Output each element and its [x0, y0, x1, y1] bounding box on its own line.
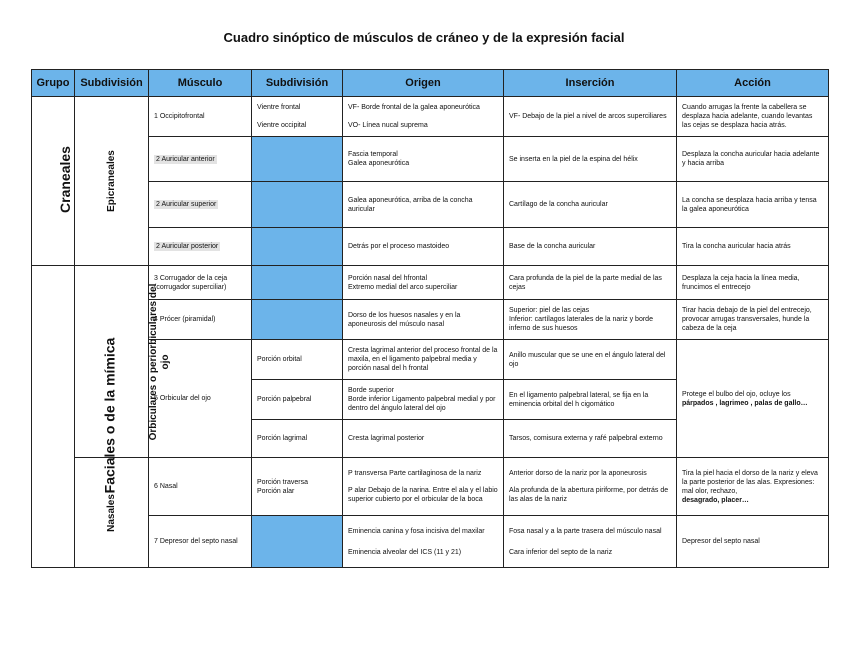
header-origen: Origen	[343, 70, 504, 97]
origin-cell	[343, 137, 504, 182]
insertion-text: Fosa nasal y a la parte trasera del músculo nasal	[509, 527, 662, 535]
origin-text: Eminencia canina y fosa incisiva del maxilar	[348, 527, 485, 535]
origin-cell	[343, 458, 504, 516]
origin-cell	[343, 97, 504, 137]
origin-text: VF- Borde frontal de la galea aponeurótica	[348, 104, 480, 111]
table-row	[32, 137, 829, 182]
action-cell: Desplaza la concha auricular hacia adelante y hacia arriba	[677, 137, 829, 182]
action-cell: Tira la concha auricular hacia atrás	[677, 228, 829, 266]
table-row	[32, 266, 829, 300]
origin-text: Eminencia alveolar del ICS (11 y 21)	[348, 548, 462, 556]
empty-subdivision	[252, 516, 343, 568]
origin-text: Extremo medial del arco superciliar	[348, 283, 458, 291]
action-cell: Depresor del septo nasal	[677, 516, 829, 568]
insertion-cell	[504, 458, 677, 516]
muscle-name: 2 Auricular posterior	[149, 228, 252, 266]
origin-cell: Dorso de los huesos nasales y en la aponeurosis del músculo nasal	[343, 300, 504, 340]
action-cell: La concha se desplaza hacia arriba y tensa la galea aponeurótica	[677, 182, 829, 228]
sub-item: Porción traversa	[257, 478, 308, 486]
muscle-name: 7 Depresor del septo nasal	[149, 516, 252, 568]
insertion-text: Superior: piel de las cejas	[509, 307, 590, 314]
origin-text: Galea aponeurótica	[348, 160, 410, 167]
header-row	[32, 70, 829, 97]
muscle-name: 1 Occipitofrontal	[149, 97, 252, 137]
muscle-subdivision: Porción lagrimal	[252, 420, 343, 458]
muscle-name: 6 Nasal	[149, 458, 252, 516]
muscle-name: 2 Auricular superior	[149, 182, 252, 228]
sub-item: Vientre frontal	[257, 104, 301, 111]
insertion-cell: Base de la concha auricular	[504, 228, 677, 266]
muscle-name: 2 Auricular anterior	[149, 137, 252, 182]
origin-text: VO- Línea nucal suprema	[348, 122, 428, 129]
action-cell: Tirar hacia debajo de la piel del entrecejo, provocar arrugas transversales, hunde la cabeza de la ceja	[677, 300, 829, 340]
page-title: Cuadro sinóptico de músculos de cráneo y de la expresión facial	[223, 30, 625, 45]
muscle-name: 4 Prócer (piramidal)	[149, 300, 252, 340]
origin-cell: Detrás por el proceso mastoideo	[343, 228, 504, 266]
origin-text: P alar Debajo de la narina. Entre el ala y el labio superior cubierto por el orbicular de la boca	[348, 487, 498, 503]
action-text: Tira la piel hacia el dorso de la nariz y eleva la parte posterior de las alas. Expresiones: mal olor, rechazo,	[682, 469, 818, 495]
empty-subdivision	[252, 137, 343, 182]
origin-text: P transversa Parte cartilaginosa de la nariz	[348, 470, 482, 477]
muscle-name: 3 Corrugador de la ceja (corrugador superciliar)	[149, 266, 252, 300]
muscle-name: 5 Orbicular del ojo	[149, 340, 252, 458]
table-row	[32, 516, 829, 568]
insertion-cell: Cara profunda de la piel de la parte medial de las cejas	[504, 266, 677, 300]
insertion-cell: En el ligamento palpebral lateral, se fija en la eminencia orbital del h cigomático	[504, 380, 677, 420]
muscle-subdivision	[252, 458, 343, 516]
subdivision-orbiculares: Orbiculares o periorbiculares del ojo	[75, 266, 149, 458]
insertion-cell: VF- Debajo de la piel a nivel de arcos superciliares	[504, 97, 677, 137]
synoptic-table	[31, 69, 829, 568]
action-text: párpados , lagrimeo , palas de gallo…	[682, 399, 808, 407]
empty-subdivision	[252, 228, 343, 266]
action-cell	[677, 340, 829, 458]
table-row	[32, 182, 829, 228]
origin-cell	[343, 380, 504, 420]
subdivision-epicraneales: Epicraneales	[75, 97, 149, 266]
origin-cell: Galea aponeurótica, arriba de la concha auricular	[343, 182, 504, 228]
origin-text: Borde inferior Ligamento palpebral medial y por dentro del ángulo lateral del ojo	[348, 396, 496, 412]
empty-subdivision	[252, 266, 343, 300]
origin-cell	[343, 266, 504, 300]
insertion-cell: Cartílago de la concha auricular	[504, 182, 677, 228]
group-craneales: Craneales	[32, 97, 75, 266]
empty-subdivision	[252, 300, 343, 340]
origin-text: Borde superior	[348, 387, 394, 394]
action-cell: Cuando arrugas la frente la cabellera se desplaza hacia adelante, cuando levantas las cejas se desplaza hacia atrás.	[677, 97, 829, 137]
insertion-text: Cara inferior del septo de la nariz	[509, 548, 613, 556]
header-subdivision: Subdivisión	[75, 70, 149, 97]
origin-cell: Cresta lagrimal posterior	[343, 420, 504, 458]
table-row	[32, 458, 829, 516]
insertion-cell: Se inserta en la piel de la espina del hélix	[504, 137, 677, 182]
origin-text: Porción nasal del hfrontal	[348, 274, 427, 282]
action-cell	[677, 458, 829, 516]
empty-subdivision	[252, 182, 343, 228]
insertion-cell	[504, 516, 677, 568]
subdivision-nasales: Nasales	[75, 458, 149, 568]
muscle-subdivision: Porción orbital	[252, 340, 343, 380]
header-musculo: Músculo	[149, 70, 252, 97]
origin-cell: Cresta lagrimal anterior del proceso frontal de la maxila, en el ligamento palpebral media y porción nasal del h frontal	[343, 340, 504, 380]
insertion-text: Ala profunda de la abertura piriforme, por detrás de las alas de la nariz	[509, 487, 669, 503]
muscle-subdivision	[252, 97, 343, 137]
table-row	[32, 228, 829, 266]
insertion-cell: Anillo muscular que se une en el ángulo lateral del ojo	[504, 340, 677, 380]
header-grupo: Grupo	[32, 70, 75, 97]
sub-item: Vientre occipital	[257, 122, 307, 129]
insertion-text: Inferior: cartílagos laterales de la nariz y borde inferno de sus huesos	[509, 316, 653, 332]
header-subdivision-2: Subdivisión	[252, 70, 343, 97]
origin-cell	[343, 516, 504, 568]
action-cell: Desplaza la ceja hacia la línea media, fruncimos el entrecejo	[677, 266, 829, 300]
table-row	[32, 97, 829, 137]
insertion-cell	[504, 300, 677, 340]
header-insercion: Inserción	[504, 70, 677, 97]
origin-text: Fascia temporal	[348, 151, 398, 158]
insertion-text: Anterior dorso de la nariz por la aponeurosis	[509, 470, 647, 477]
action-text: desagrado, placer…	[682, 496, 749, 504]
group-faciales: Faciales o de la mímica	[32, 266, 75, 568]
muscle-subdivision: Porción palpebral	[252, 380, 343, 420]
action-text: Protege el bulbo del ojo, ocluye los	[682, 390, 791, 398]
header-accion: Acción	[677, 70, 829, 97]
insertion-cell: Tarsos, comisura externa y rafé palpebral externo	[504, 420, 677, 458]
sub-item: Porción alar	[257, 487, 295, 495]
